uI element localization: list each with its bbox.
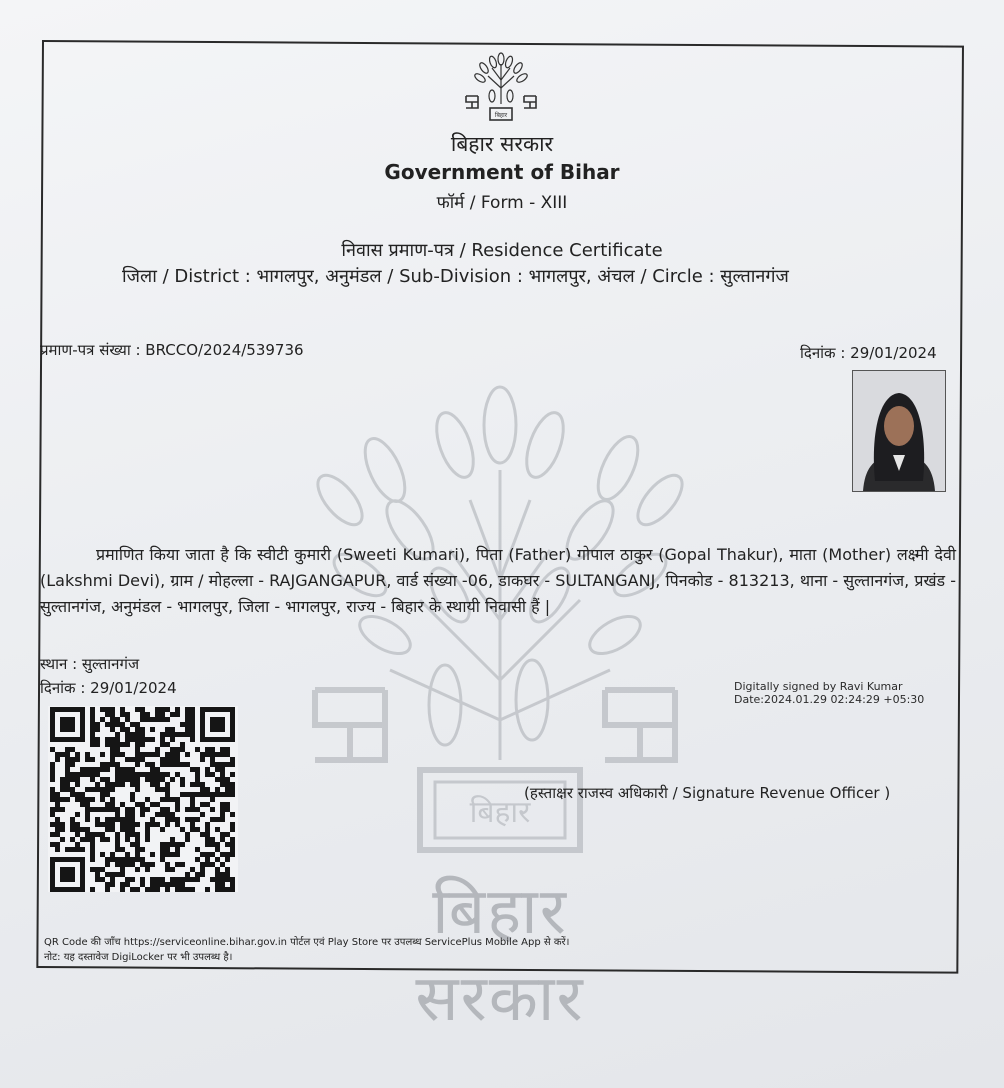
watermark-emblem — [300, 380, 700, 940]
qr-verification-note: QR Code की जाँच https://serviceonline.bihar.gov.in पोर्टल एवं Play Store पर उपलब्ध ServicePlus Mobile App से करें। — [44, 937, 570, 948]
watermark-text: बिहार सरकार — [415, 875, 585, 1036]
person-silhouette-icon — [853, 371, 945, 491]
form-number: फॉर्म / Form - XIII — [436, 193, 568, 213]
certificate-title: निवास प्रमाण-पत्र / Residence Certificate — [341, 240, 663, 261]
place-line: स्थान : सुल्तानगंज — [40, 655, 140, 673]
digital-sign-name: Digitally signed by Ravi Kumar — [734, 680, 903, 693]
bihar-emblem-icon — [462, 52, 540, 124]
digital-sign-date: Date:2024.01.29 02:24:29 +05:30 — [734, 693, 925, 706]
certificate-number: प्रमाण-पत्र संख्या : BRCCO/2024/539736 — [40, 341, 304, 359]
qr-code — [48, 706, 238, 892]
footer-date: दिनांक : 29/01/2024 — [40, 679, 177, 697]
body-paragraph: प्रमाणित किया जाता है कि स्वीटी कुमारी (Sweeti Kumari), पिता (Father) गोपाल ठाकुर (Gopal Thakur), माता (Mother) लक्ष्मी देवी (Lakshmi Devi), ग्राम / मोहल्ला - RAJGANGAPUR, वार्ड संख्या -06, डाकघर - SULTANGANJ, पिनकोड - 813213, थाना - सुल्तानगंज, प्रखंड - सुल्तानगंज, अनुमंडल - भागलपुर, जिला - भागलपुर, राज्य - बिहार के स्थायी निवासी हैं | — [40, 545, 956, 616]
emblem-text: बिहार — [494, 112, 508, 119]
watermark-box-text: बिहार — [469, 795, 531, 830]
hindi-title: बिहार सरकार — [450, 132, 554, 156]
certificate-date: दिनांक : 29/01/2024 — [800, 344, 937, 362]
certificate-body — [40, 542, 956, 620]
district-line: जिला / District : भागलपुर, अनुमंडल / Sub-Division : भागलपुर, अंचल / Circle : सुल्तानगंज — [122, 266, 789, 287]
english-title: Government of Bihar — [384, 160, 620, 184]
digilocker-note: नोट: यह दस्तावेज DigiLocker पर भी उपलब्ध है। — [44, 952, 233, 963]
signature-label: (हस्ताक्षर राजस्व अधिकारी / Signature Revenue Officer ) — [524, 784, 891, 802]
applicant-photo — [852, 370, 946, 492]
